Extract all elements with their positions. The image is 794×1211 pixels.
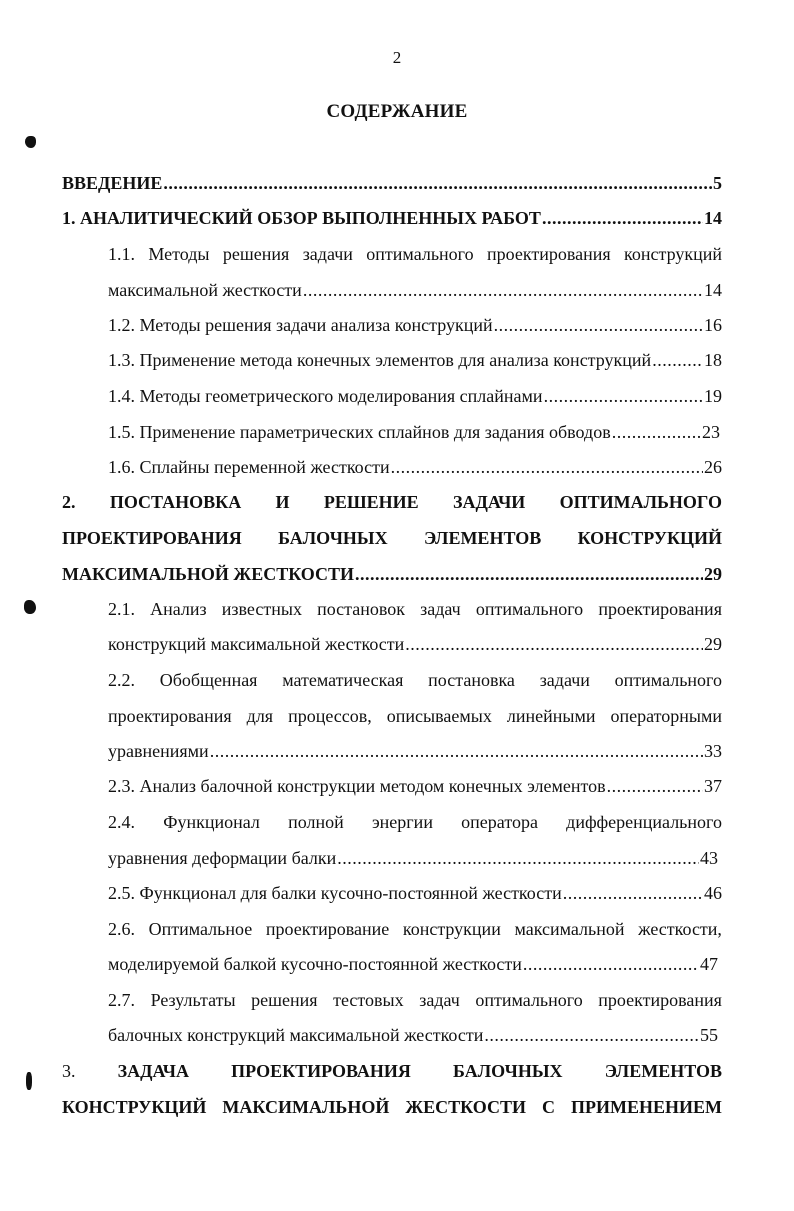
- scan-mark: [26, 1072, 32, 1090]
- toc-word: ПРИМЕНЕНИЕМ: [570, 1097, 722, 1117]
- toc-page: 14: [704, 208, 722, 228]
- toc-entry-intro[interactable]: [62, 171, 722, 195]
- toc-word: постановок: [317, 599, 405, 619]
- toc-text: 2.3. Анализ балочной конструкции методом конечных элементов: [108, 776, 606, 796]
- toc-word: жесткости,: [638, 919, 722, 939]
- toc-word: энергии: [371, 812, 433, 832]
- toc-text: конструкций максимальной жесткости: [108, 634, 405, 654]
- toc-word: математическая: [282, 670, 404, 690]
- toc-page: 5: [713, 173, 722, 193]
- toc-entry-2-2-line3[interactable]: [108, 739, 722, 763]
- toc-entry-chapter-3-line1[interactable]: [62, 1059, 722, 1083]
- toc-word: оптимального: [614, 670, 722, 690]
- toc-word: МАКСИМАЛЬНОЙ: [222, 1097, 390, 1117]
- toc-page: 47: [700, 954, 718, 974]
- toc-page: 16: [704, 315, 722, 335]
- toc-entry-2-4-line1[interactable]: [108, 810, 722, 834]
- toc-entry-1-4[interactable]: [108, 384, 722, 408]
- page-title: СОДЕРЖАНИЕ: [326, 101, 468, 122]
- toc-entry-2-4-line2[interactable]: [108, 846, 718, 870]
- toc-word: описываемых: [386, 706, 492, 726]
- toc-word: 3.: [62, 1061, 76, 1081]
- toc-word: ЖЕСТКОСТИ: [405, 1097, 526, 1117]
- toc-word: конструкции: [402, 919, 501, 939]
- toc-word: РЕШЕНИЕ: [323, 492, 419, 512]
- toc-leader: [563, 881, 703, 905]
- toc-text: 1. АНАЛИТИЧЕСКИЙ ОБЗОР ВЫПОЛНЕННЫХ РАБОТ: [62, 208, 541, 228]
- toc-word: 2.: [62, 492, 76, 512]
- toc-entry-2-1-line1[interactable]: [108, 597, 722, 621]
- toc-word: Функционал: [163, 812, 260, 832]
- toc-word: ЭЛЕМЕНТОВ: [423, 528, 542, 548]
- toc-word: полной: [288, 812, 344, 832]
- toc-text: уравнения деформации балки: [108, 848, 337, 868]
- toc-page: 55: [700, 1025, 718, 1045]
- toc-word: задач: [419, 990, 460, 1010]
- toc-word: ПРОЕКТИРОВАНИЯ: [62, 528, 242, 548]
- toc-leader: [523, 952, 699, 976]
- toc-word: Результаты: [150, 990, 236, 1010]
- toc-text: 2.5. Функционал для балки кусочно-постоянной жесткости: [108, 883, 562, 903]
- toc-entry-2-2-line2[interactable]: [108, 704, 722, 728]
- toc-page: 29: [704, 564, 722, 584]
- toc-word: проектирования: [598, 990, 722, 1010]
- toc-text: МАКСИМАЛЬНОЙ ЖЕСТКОСТИ: [62, 564, 355, 584]
- scan-mark: [24, 600, 36, 614]
- toc-entry-chapter-3-line2[interactable]: [62, 1095, 722, 1119]
- toc-leader: [484, 1023, 699, 1047]
- toc-entry-2-6-line1[interactable]: [108, 917, 722, 941]
- toc-page: 33: [704, 741, 722, 761]
- toc-word: Обобщенная: [159, 670, 258, 690]
- toc-entry-2-7-line1[interactable]: [108, 988, 722, 1012]
- toc-entry-1-6[interactable]: [108, 455, 722, 479]
- toc-entry-chapter-2-line1[interactable]: [62, 490, 722, 514]
- toc-word: 2.2.: [108, 670, 135, 690]
- toc-text: 1.6. Сплайны переменной жесткости: [108, 457, 390, 477]
- toc-leader: [391, 455, 703, 479]
- toc-word: КОНСТРУКЦИЙ: [62, 1097, 207, 1117]
- toc-page: 26: [704, 457, 722, 477]
- toc-entry-1-3[interactable]: [108, 348, 722, 372]
- toc-text: 1.3. Применение метода конечных элементов для анализа конструкций: [108, 350, 652, 370]
- toc-word: ЗАДАЧА: [117, 1061, 190, 1081]
- toc-entry-2-3[interactable]: [108, 774, 722, 798]
- toc-leader: [652, 348, 703, 372]
- toc-word: для: [246, 706, 274, 726]
- toc-entry-1-2[interactable]: [108, 313, 722, 337]
- toc-word: КОНСТРУКЦИЙ: [577, 528, 722, 548]
- toc-word: ЗАДАЧИ: [452, 492, 526, 512]
- toc-text: балочных конструкций максимальной жесткости: [108, 1025, 484, 1045]
- toc-entry-chapter-2-line2[interactable]: [62, 526, 722, 550]
- toc-leader: [337, 846, 699, 870]
- toc-word: дифференциального: [566, 812, 722, 832]
- toc-word: постановка: [428, 670, 515, 690]
- toc-word: проектирования: [487, 244, 611, 264]
- toc-word: проектирование: [265, 919, 390, 939]
- toc-leader: [303, 278, 703, 302]
- toc-page: 46: [704, 883, 722, 903]
- toc-leader: [163, 171, 712, 195]
- toc-word: Анализ: [150, 599, 207, 619]
- toc-word: задач: [420, 599, 461, 619]
- toc-text: ВВЕДЕНИЕ: [62, 173, 163, 193]
- toc-word: ЭЛЕМЕНТОВ: [604, 1061, 722, 1081]
- toc-entry-chapter-2-line3[interactable]: [62, 562, 722, 586]
- toc-word: Оптимальное: [148, 919, 253, 939]
- scan-mark: [25, 136, 36, 148]
- toc-word: оптимального: [475, 990, 583, 1010]
- toc-word: задачи: [539, 670, 590, 690]
- toc-word: ПРОЕКТИРОВАНИЯ: [231, 1061, 411, 1081]
- toc-text: максимальной жесткости: [108, 280, 302, 300]
- toc-text: уравнениями: [108, 741, 209, 761]
- toc-word: БАЛОЧНЫХ: [278, 528, 388, 548]
- toc-page: 29: [704, 634, 722, 654]
- toc-entry-1-5[interactable]: [108, 420, 720, 444]
- toc-word: ПОСТАНОВКА: [109, 492, 242, 512]
- toc-word: ОПТИМАЛЬНОГО: [559, 492, 722, 512]
- toc-entry-2-1-line2[interactable]: [108, 632, 722, 656]
- toc-word: решения: [222, 244, 290, 264]
- toc-entry-1-1-line1[interactable]: [108, 242, 722, 266]
- toc-word: 2.4.: [108, 812, 135, 832]
- page-number: 2: [392, 48, 402, 67]
- toc-word: линейными: [506, 706, 596, 726]
- toc-entry-2-7-line2[interactable]: [108, 1023, 718, 1047]
- toc-word: задачи: [302, 244, 353, 264]
- toc-leader: [355, 562, 703, 586]
- toc-word: оператора: [461, 812, 538, 832]
- toc-entry-2-2-line1[interactable]: [108, 668, 722, 692]
- toc-leader: [542, 206, 703, 230]
- toc-text: 1.2. Методы решения задачи анализа конструкций: [108, 315, 493, 335]
- toc-word: конструкций: [624, 244, 722, 264]
- toc-word: проектирования: [598, 599, 722, 619]
- toc-page: 19: [704, 386, 722, 406]
- toc-word: операторными: [610, 706, 722, 726]
- toc-text: моделируемой балкой кусочно-постоянной жесткости: [108, 954, 522, 974]
- toc-page: 14: [704, 280, 722, 300]
- toc-leader: [612, 420, 701, 444]
- toc-entry-1-1-line2[interactable]: [108, 278, 722, 302]
- toc-entry-2-5[interactable]: [108, 881, 722, 905]
- toc-page: 43: [700, 848, 718, 868]
- toc-leader: [607, 774, 703, 798]
- toc-word: Методы: [148, 244, 210, 264]
- toc-word: известных: [221, 599, 302, 619]
- toc-leader: [544, 384, 703, 408]
- toc-word: И: [275, 492, 290, 512]
- toc-leader: [210, 739, 703, 763]
- toc-word: решения: [251, 990, 318, 1010]
- toc-leader: [405, 632, 703, 656]
- toc-page: 37: [704, 776, 722, 796]
- toc-word: проектирования: [108, 706, 232, 726]
- toc-leader: [494, 313, 703, 337]
- toc-word: 2.1.: [108, 599, 135, 619]
- toc-text: 1.4. Методы геометрического моделирования сплайнами: [108, 386, 543, 406]
- toc-text: 1.5. Применение параметрических сплайнов для задания обводов: [108, 422, 611, 442]
- toc-word: максимальной: [514, 919, 625, 939]
- toc-word: 2.6.: [108, 919, 135, 939]
- toc-word: оптимального: [366, 244, 474, 264]
- toc-word: БАЛОЧНЫХ: [453, 1061, 563, 1081]
- toc-word: С: [541, 1097, 555, 1117]
- toc-entry-chapter-1[interactable]: [62, 206, 722, 230]
- toc-page: 18: [704, 350, 722, 370]
- toc-word: тестовых: [333, 990, 404, 1010]
- toc-entry-2-6-line2[interactable]: [108, 952, 718, 976]
- toc-word: 2.7.: [108, 990, 135, 1010]
- toc-word: оптимального: [475, 599, 584, 619]
- toc-word: 1.1.: [108, 244, 135, 264]
- toc-word: процессов,: [288, 706, 372, 726]
- toc-page: 23: [702, 422, 720, 442]
